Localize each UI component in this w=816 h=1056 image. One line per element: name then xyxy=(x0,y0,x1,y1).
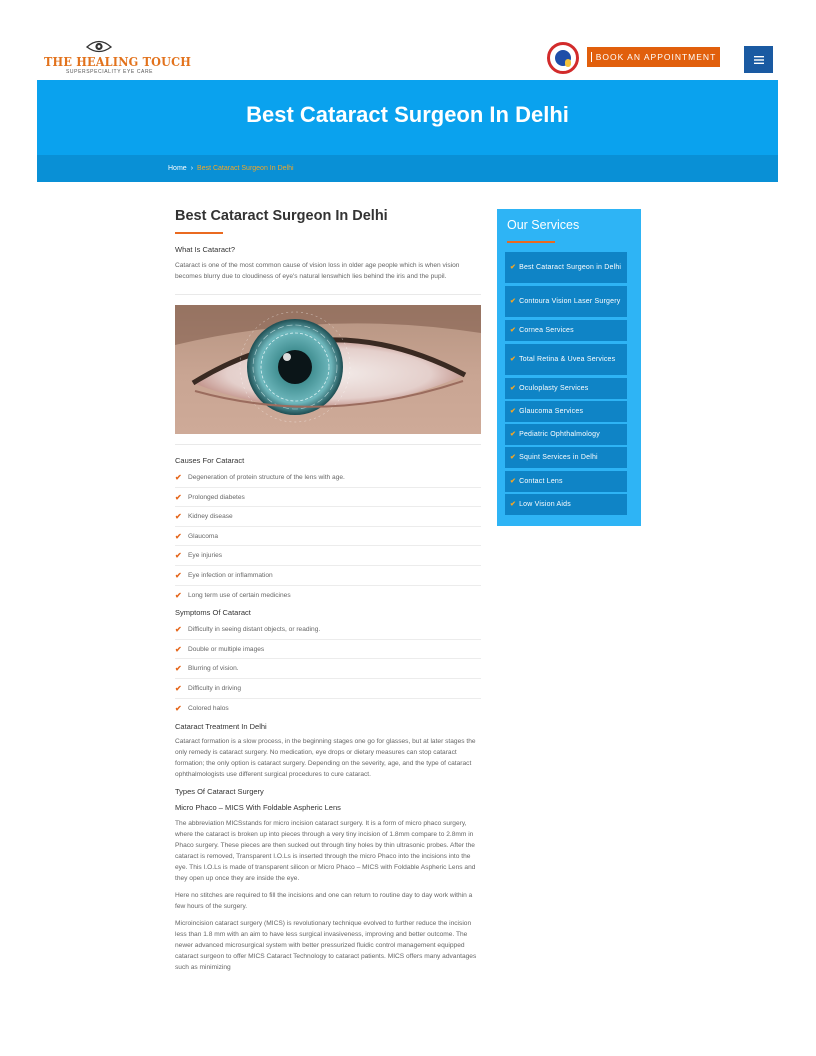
sidebar-item-cataract[interactable]: ✔ Best Cataract Surgeon in Delhi xyxy=(505,252,627,283)
list-item: ✔ Eye infection or inflammation xyxy=(175,566,481,586)
hamburger-menu-icon xyxy=(754,56,764,64)
check-icon: ✔ xyxy=(175,551,182,561)
sidebar-item-squint[interactable]: ✔ Squint Services in Delhi xyxy=(505,447,627,468)
accreditation-badge-icon xyxy=(547,42,579,74)
check-icon: ✔ xyxy=(510,298,517,305)
check-icon: ✔ xyxy=(175,590,182,600)
check-icon: ✔ xyxy=(510,431,517,438)
treatment-heading: Cataract Treatment In Delhi xyxy=(175,722,267,732)
check-icon: ✔ xyxy=(175,570,182,580)
sidebar-item-retina[interactable]: ✔ Total Retina & Uvea Services xyxy=(505,344,627,375)
list-item: ✔ Colored halos xyxy=(175,699,481,719)
divider xyxy=(175,444,481,445)
what-is-cataract-heading: What Is Cataract? xyxy=(175,245,236,254)
sidebar-item-oculoplasty[interactable]: ✔ Oculoplasty Services xyxy=(505,378,627,399)
check-icon: ✔ xyxy=(175,664,182,674)
check-icon: ✔ xyxy=(175,625,182,635)
types-heading: Types Of Cataract Surgery xyxy=(175,787,264,797)
hero-title: Best Cataract Surgeon In Delhi xyxy=(246,102,569,127)
check-icon: ✔ xyxy=(175,683,182,693)
list-item: ✔ Glaucoma xyxy=(175,527,481,547)
mics-text: Microincision cataract surgery (MICS) is revolutionary technique evolved to further reduce the incision less than 1.8 mm with an aim to have less surgical invasiveness, improving and better outcome. The newer advanced microsurgical system with better pressurized fluidic control management equipped cataract surgeon to offer MICS Cataract Technology to cataract patients. MICS offers many advantages such as minimizing xyxy=(175,920,477,972)
list-item: ✔ Difficulty in driving xyxy=(175,679,481,699)
sidebar-title-underline xyxy=(507,241,555,243)
check-icon: ✔ xyxy=(175,492,182,502)
divider xyxy=(175,294,481,295)
check-icon: ✔ xyxy=(175,473,182,482)
list-item: ✔ Eye injuries xyxy=(175,546,481,566)
services-sidebar xyxy=(497,209,641,526)
sidebar-item-low-vision[interactable]: ✔ Low Vision Aids xyxy=(505,494,627,515)
hamburger-menu-button[interactable] xyxy=(744,46,773,73)
title-underline xyxy=(175,232,223,234)
sidebar-item-glaucoma[interactable]: ✔ Glaucoma Services xyxy=(505,401,627,422)
micro-phaco-heading: Micro Phaco – MICS With Foldable Aspheric Lens xyxy=(175,803,341,813)
breadcrumb xyxy=(168,165,294,172)
list-item: ✔ Degeneration of protein structure of the lens with age. xyxy=(175,468,481,488)
check-icon: ✔ xyxy=(510,454,517,461)
list-item: ✔ Long term use of certain medicines xyxy=(175,586,481,606)
check-icon: ✔ xyxy=(175,531,182,541)
no-stitches-text: Here no stitches are required to fill the incisions and one can return to routine day to day work within a few hours of the surgery. xyxy=(175,892,473,911)
site-logo[interactable] xyxy=(44,38,192,78)
check-icon: ✔ xyxy=(175,703,182,713)
logo-title: THE HEALING TOUCH xyxy=(44,54,192,69)
check-icon: ✔ xyxy=(510,264,517,271)
breadcrumb-bar xyxy=(37,155,778,182)
causes-list xyxy=(175,468,481,605)
breadcrumb-home-link[interactable]: Home xyxy=(168,165,187,172)
check-icon: ✔ xyxy=(510,501,517,508)
symptoms-heading: Symptoms Of Cataract xyxy=(175,608,251,618)
check-icon: ✔ xyxy=(175,512,182,522)
sidebar-item-cornea[interactable]: ✔ Cornea Services xyxy=(505,320,627,341)
page-title: Best Cataract Surgeon In Delhi xyxy=(175,208,388,224)
site-header xyxy=(0,0,816,80)
page-hero-banner xyxy=(37,80,778,182)
list-item: ✔ Blurring of vision. xyxy=(175,659,481,679)
check-icon: ✔ xyxy=(510,478,517,485)
eye-logo-icon xyxy=(86,38,112,54)
sidebar-item-contoura[interactable]: ✔ Contoura Vision Laser Surgery xyxy=(505,286,627,317)
eye-photo-icon xyxy=(175,305,481,434)
causes-heading: Causes For Cataract xyxy=(175,456,245,465)
list-item: ✔ Kidney disease xyxy=(175,507,481,527)
logo-subtitle: SUPERSPECIALITY EYE CARE xyxy=(66,69,154,75)
list-item: ✔ Double or multiple images xyxy=(175,640,481,660)
main-content xyxy=(175,205,481,973)
list-item: ✔ Difficulty in seeing distant objects, or reading. xyxy=(175,620,481,640)
cataract-eye-image xyxy=(175,305,481,434)
sidebar-item-contact-lens[interactable]: ✔ Contact Lens xyxy=(505,471,627,492)
what-is-cataract-text: Cataract is one of the most common cause of vision loss in older age people which is when vision becomes blurry due to cloudiness of eye's natural lenswhich lies behind the iris and the pupil. xyxy=(175,262,460,280)
list-item: ✔ Prolonged diabetes xyxy=(175,488,481,508)
breadcrumb-current: Best Cataract Surgeon In Delhi xyxy=(197,165,294,172)
check-icon: ✔ xyxy=(510,327,517,334)
check-icon: ✔ xyxy=(175,644,182,654)
sidebar-title: Our Services xyxy=(507,218,580,232)
micro-phaco-text: The abbreviation MICSstands for micro incision cataract surgery. It is a form of micro phaco surgery, where the cataract is broken up into pieces through a very tiny incision of 1.8mm compare to 2.8mm in Phaco surgery. These pieces are then sucked out through tiny holes by thin ultrasonic probes. After the cataract is removed, Transparent I.O.Ls is inserted through the micro Phaco into the incisions into the eye. This I.O.Ls is made of transparent silicon or Micro Phaco – MICS with Foldable Aspheric Lens and they open up once they are inside the eye. xyxy=(175,820,476,883)
check-icon: ✔ xyxy=(510,385,517,392)
sidebar-item-pediatric[interactable]: ✔ Pediatric Ophthalmology xyxy=(505,424,627,445)
check-icon: ✔ xyxy=(510,356,517,363)
book-appointment-label: BOOK AN APPOINTMENT xyxy=(595,52,717,62)
treatment-text: Cataract formation is a slow process, in the beginning stages one go for glasses, but at later stages the only remedy is cataract surgery. No medication, eye drops or dietary measures can stop cataract formation; the only option is cataract surgery. Depending on the severity, age, and the type of cataract ophthalmologists use different surgical procedures to cure cataract. xyxy=(175,738,476,779)
breadcrumb-separator-icon: › xyxy=(190,165,194,172)
symptoms-list xyxy=(175,620,481,718)
check-icon: ✔ xyxy=(510,408,517,415)
book-appointment-button[interactable] xyxy=(587,47,720,67)
